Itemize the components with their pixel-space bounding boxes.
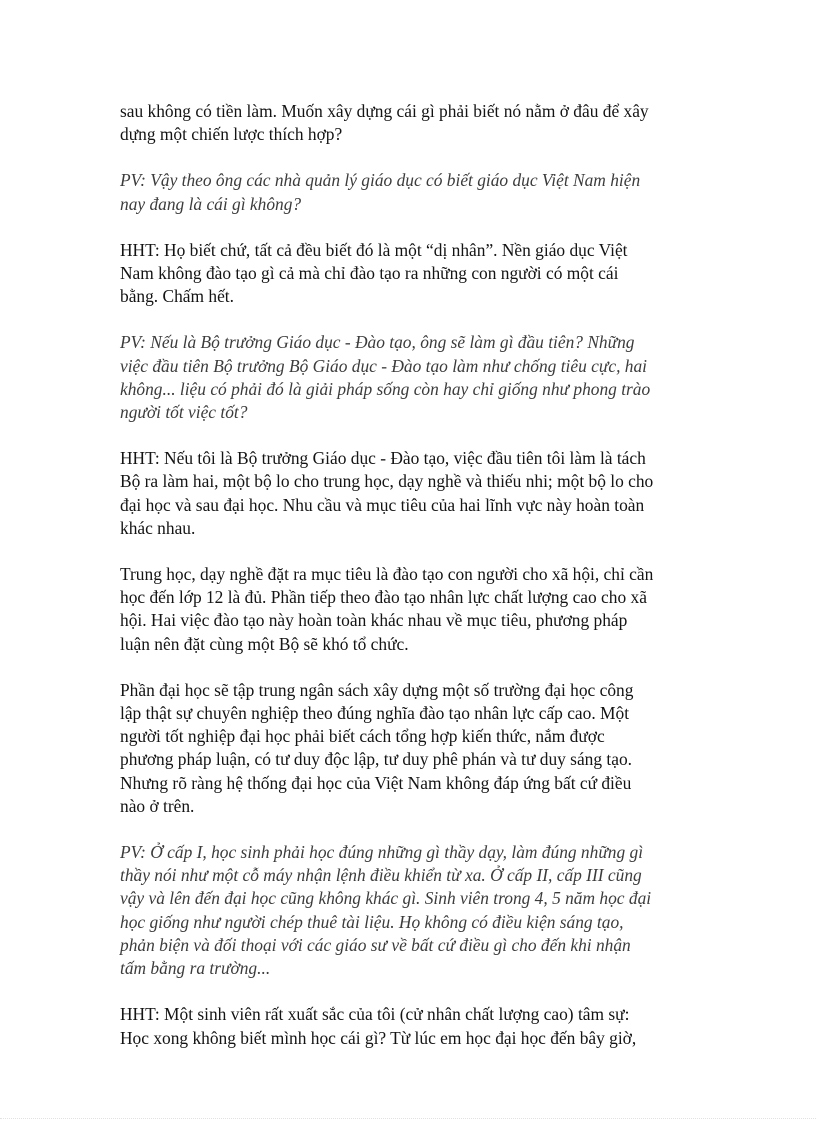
text-line: lập thật sự chuyên nghiệp theo đúng nghĩa đào tạo nhân lực cấp cao. Một — [120, 703, 630, 724]
answer-paragraph — [120, 563, 700, 656]
text-line: luận nên đặt cùng một Bộ sẽ khó tổ chức. — [120, 633, 409, 654]
text-line: đại học và sau đại học. Nhu cầu và mục tiêu của hai lĩnh vực này hoàn toàn — [120, 494, 645, 515]
answer-paragraph — [120, 1003, 700, 1049]
text-line: khác nhau. — [120, 517, 196, 538]
text-line: PV: Ở cấp I, học sinh phải học đúng những gì thầy dạy, làm đúng những gì — [120, 842, 644, 863]
text-line: HHT: Một sinh viên rất xuất sắc của tôi (cử nhân chất lượng cao) tâm sự: — [120, 1004, 630, 1025]
answer-paragraph — [120, 239, 700, 309]
text-line: Phần đại học sẽ tập trung ngân sách xây dựng một số trường đại học công — [120, 679, 634, 700]
text-line: dựng một chiến lược thích hợp? — [120, 124, 343, 145]
text-line: người tốt việc tốt? — [120, 402, 248, 423]
text-line: bằng. Chấm hết. — [120, 286, 234, 307]
text-line: HHT: Nếu tôi là Bộ trưởng Giáo dục - Đào tạo, việc đầu tiên tôi làm là tách — [120, 448, 646, 469]
text-line: PV: Nếu là Bộ trưởng Giáo dục - Đào tạo, ông sẽ làm gì đầu tiên? Những — [120, 332, 635, 353]
text-line: hội. Hai việc đào tạo này hoàn toàn khác nhau về mục tiêu, phương pháp — [120, 610, 628, 631]
text-line: vậy và lên đến đại học cũng không khác gì. Sinh viên trong 4, 5 năm học đại — [120, 888, 652, 909]
text-line: học giống như người chép thuê tài liệu. Họ không có điều kiện sáng tạo, — [120, 911, 624, 932]
text-line: không... liệu có phải đó là giải pháp sống còn hay chỉ giống như phong trào — [120, 378, 651, 399]
text-line: người tốt nghiệp đại học phải biết cách tổng hợp kiến thức, nắm được — [120, 726, 605, 747]
text-line: nay đang là cái gì không? — [120, 193, 302, 214]
text-line: học đến lớp 12 là đủ. Phần tiếp theo đào tạo nhân lực chất lượng cao cho xã — [120, 587, 647, 608]
text-line: Nam không đào tạo gì cả mà chỉ đào tạo ra những con người có một cái — [120, 263, 619, 284]
text-line: thầy nói như một cỗ máy nhận lệnh điều khiển từ xa. Ở cấp II, cấp III cũng — [120, 865, 642, 886]
text-line: HHT: Họ biết chứ, tất cả đều biết đó là một “dị nhân”. Nền giáo dục Việt — [120, 239, 628, 260]
text-line: Trung học, dạy nghề đặt ra mục tiêu là đào tạo con người cho xã hội, chỉ cần — [120, 564, 654, 585]
interviewer-question — [120, 169, 700, 215]
text-line: việc đầu tiên Bộ trưởng Bộ Giáo dục - Đào tạo làm như chống tiêu cực, hai — [120, 355, 647, 376]
answer-paragraph — [120, 100, 700, 146]
text-line: PV: Vậy theo ông các nhà quản lý giáo dục có biết giáo dục Việt Nam hiện — [120, 170, 641, 191]
interviewer-question — [120, 331, 700, 424]
document-body — [120, 100, 700, 1073]
answer-paragraph — [120, 679, 700, 818]
text-line: nào ở trên. — [120, 795, 195, 816]
text-line: Nhưng rõ ràng hệ thống đại học của Việt Nam không đáp ứng bất cứ điều — [120, 772, 632, 793]
interviewer-question — [120, 841, 700, 980]
text-line: phản biện và đối thoại với các giáo sư về bất cứ điều gì cho đến khi nhận — [120, 934, 631, 955]
text-line: tấm bằng ra trường... — [120, 958, 271, 979]
answer-paragraph — [120, 447, 700, 540]
text-line: sau không có tiền làm. Muốn xây dựng cái gì phải biết nó nằm ở đâu để xây — [120, 101, 649, 121]
text-line: Bộ ra làm hai, một bộ lo cho trung học, dạy nghề và thiếu nhi; một bộ lo cho — [120, 471, 654, 492]
text-line: Học xong không biết mình học cái gì? Từ lúc em học đại học đến bây giờ, — [120, 1027, 637, 1048]
text-line: phương pháp luận, có tư duy độc lập, tư duy phê phán và tư duy sáng tạo. — [120, 749, 633, 770]
page-bottom-edge — [0, 1118, 816, 1119]
